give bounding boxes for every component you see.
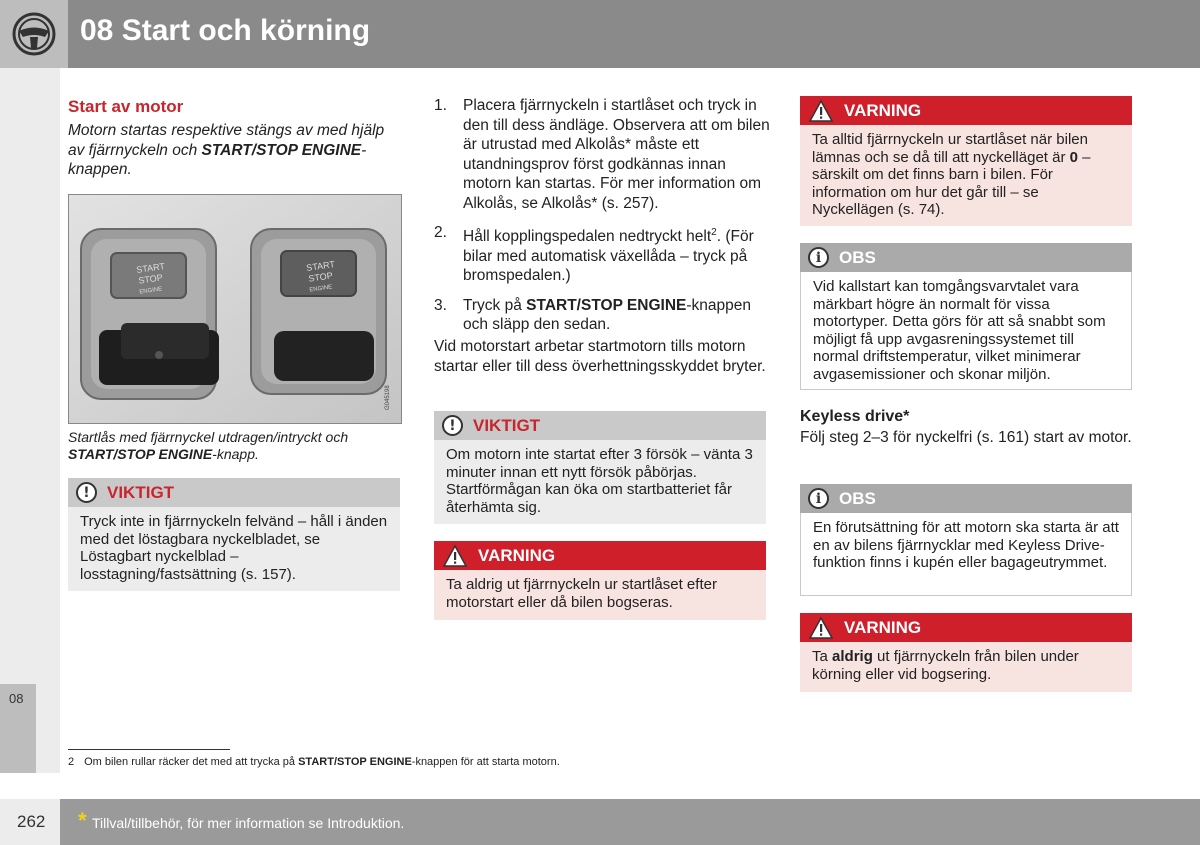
step-number: 3. — [434, 296, 447, 314]
intro-text-post: -knappen. — [68, 141, 367, 178]
page-number: 262 — [17, 812, 46, 831]
start-button-text-2b: STOP — [307, 270, 334, 284]
start-button-text-1: START — [135, 261, 166, 275]
viktigt-box-left — [68, 478, 400, 591]
chapter-title: 08 Start och körning — [80, 14, 371, 47]
ignition-illustration — [69, 195, 402, 424]
varning-box-header — [800, 96, 1132, 125]
caption-post: -knapp. — [212, 445, 259, 462]
chapter-icon-box — [0, 0, 68, 68]
footnote-text-post: -knappen för att starta motorn. — [411, 756, 560, 768]
warning-triangle-icon — [808, 616, 834, 640]
start-button-text-1b: START — [305, 259, 336, 273]
start-button-text-3b: ENGINE — [309, 284, 333, 294]
viktigt-label: VIKTIGT — [473, 415, 541, 435]
step-text: Placera fjärrnyckeln i startlåset och tryck in den till dess ändläge. Observera att om bilen är utrustad med Alkolås* måste ett utandningsprov först godkännas innan motorn kan startas. För mer information om Alkolås, se Alkolås* (s. 257). — [463, 97, 770, 212]
footnote-divider — [68, 749, 230, 750]
obs-label: OBS — [839, 488, 876, 508]
list-item — [434, 96, 770, 213]
start-button-text-3: ENGINE — [139, 286, 163, 296]
start-steps-list — [434, 96, 770, 345]
footnote-bold: START/STOP ENGINE — [298, 756, 412, 768]
varning-bold: 0 — [1069, 148, 1078, 166]
info-icon: i — [808, 488, 829, 509]
chapter-side-tab-label: 08 — [9, 691, 24, 706]
varning-bold: aldrig — [832, 648, 873, 665]
varning-text-post: ut fjärrnyckeln från bilen under körning eller vid bogsering. — [812, 648, 1079, 683]
varning-label: VARNING — [844, 100, 922, 120]
viktigt-text: Tryck inte in fjärrnyckeln felvänd – håll i änden med det löstagbara nyckelbladet, se Löstagbart nyckelblad – losstagning/fastsättning (s. 157). — [68, 507, 400, 591]
varning-text: Ta aldrig ut fjärrnyckeln ur startlåset efter motorstart eller då bilen bogseras. — [434, 570, 766, 620]
step-text-post: . (För bilar med automatisk växellåda – tryck på bromspedalen.) — [463, 228, 754, 285]
warning-triangle-icon — [442, 544, 468, 568]
varning-text-pre: Ta alltid fjärrnyckeln ur startlåset när bilen lämnas och se då till att nyckelläget är — [812, 131, 1088, 166]
left-heading: Start av motor — [68, 97, 184, 116]
exclamation-icon: ! — [76, 482, 97, 503]
step-number: 2. — [434, 224, 447, 241]
keyless-text: Följ steg 2–3 för nyckelfri (s. 161) start av motor. — [800, 429, 1132, 446]
viktigt-label: VIKTIGT — [107, 482, 175, 502]
varning-box-middle — [434, 541, 766, 620]
keyless-heading: Keyless drive* — [800, 408, 910, 425]
photo-code: G045198 — [385, 385, 391, 410]
varning-box-right-2 — [800, 613, 1132, 692]
varning-text — [800, 642, 1132, 692]
side-margin-strip — [0, 68, 60, 773]
info-icon: i — [808, 247, 829, 268]
obs-label: OBS — [839, 247, 876, 267]
list-item — [434, 223, 770, 286]
obs-box-right-1 — [800, 243, 1132, 390]
step-text-pre: Tryck på — [463, 296, 527, 314]
intro-bold: START/STOP ENGINE — [201, 141, 362, 159]
varning-text — [800, 125, 1132, 226]
start-button-text-2: STOP — [137, 272, 164, 286]
step-text-post: -knappen och släpp den sedan. — [463, 296, 752, 334]
caption-pre: Startlås med fjärrnyckel utdragen/intryckt och — [68, 429, 349, 445]
footer-note: Tillval/tillbehör, för mer information se Introduktion. — [92, 815, 405, 831]
viktigt-box-header — [68, 478, 400, 507]
steering-wheel-icon — [0, 0, 68, 68]
warning-triangle-icon — [808, 99, 834, 123]
intro-text-pre: Motorn startas respektive stängs av med hjälp av fjärrnyckeln och — [68, 122, 385, 159]
list-item — [434, 296, 770, 335]
left-intro — [68, 121, 403, 180]
obs-box-right-2 — [800, 484, 1132, 596]
obs-text: Vid kallstart kan tomgångsvarvtalet vara märkbart högre än normalt för vissa motortyper. Detta görs för att så snabbt som möjligt få upp avgasreningssystemet till normal driftstemperatur, vilket minimerar avgasemissioner och skonar miljön. — [800, 272, 1132, 390]
step-number: 1. — [434, 97, 447, 114]
varning-text-pre: Ta — [812, 648, 833, 665]
photo-caption — [68, 429, 403, 462]
step-bold: START/STOP ENGINE — [526, 296, 687, 314]
varning-label: VARNING — [844, 617, 922, 637]
step-text-pre: Håll kopplingspedalen nedtryckt helt — [463, 228, 712, 246]
viktigt-box-middle — [434, 411, 766, 524]
footnote — [68, 756, 560, 768]
varning-box-header — [434, 541, 766, 570]
obs-text: En förutsättning för att motorn ska starta är att en av bilens fjärrnycklar med Keyless Drive-funktion finns i kupén eller bagageutrymmet. — [800, 513, 1132, 596]
footnote-number: 2 — [68, 756, 75, 768]
footer-star: * — [78, 808, 87, 833]
varning-label: VARNING — [478, 545, 556, 565]
viktigt-box-header — [434, 411, 766, 440]
varning-text-post: – särskilt om det finns barn i bilen. För information om hur det går till – se Nyckellägen (s. 74). — [812, 148, 1091, 218]
obs-box-header — [800, 484, 1132, 513]
varning-box-header — [800, 613, 1132, 642]
obs-box-header — [800, 243, 1132, 272]
caption-bold: START/STOP ENGINE — [68, 445, 213, 462]
middle-paragraph: Vid motorstart arbetar startmotorn tills motorn startar eller till dess överhettningsskyddet bryter. — [434, 338, 766, 375]
ignition-photo — [68, 194, 402, 424]
footnote-text-pre: Om bilen rullar räcker det med att trycka på — [84, 756, 299, 768]
varning-box-right-1 — [800, 96, 1132, 226]
exclamation-icon: ! — [442, 415, 463, 436]
viktigt-text: Om motorn inte startat efter 3 försök – vänta 3 minuter innan ett nytt försök påbörjas. Startförmågan kan öka om startbatteriet får återhämta sig. — [434, 440, 766, 524]
footnote-ref: 2 — [711, 227, 717, 238]
